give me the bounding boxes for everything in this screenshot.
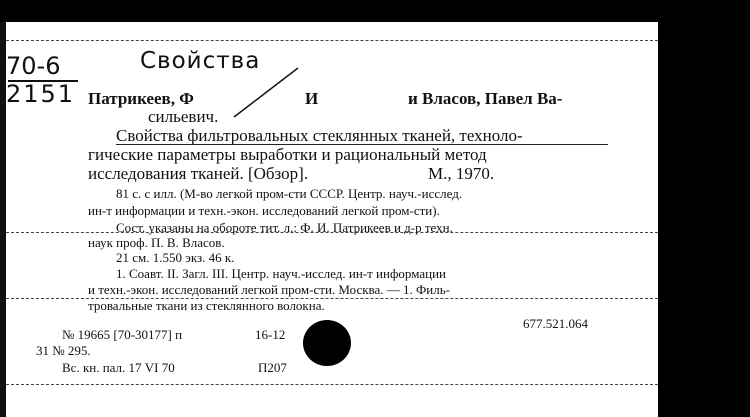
tracing-line-3: тровальные ткани из стеклянного волокна.	[88, 298, 325, 313]
author-coauthor: и Власов, Павел Ва-	[408, 89, 563, 108]
description-line-1: 81 с. с илл. (М-во легкой пром-сти СССР. Центр. науч.-исслед.	[116, 186, 463, 201]
handwritten-shelf-code-top: 70-6	[6, 52, 61, 80]
description-line-2: ин-т информации и техн.-экон. исследований легкой пром-сти).	[88, 203, 440, 218]
chamber-stamp: Вс. кн. пал. 17 VI 70	[62, 360, 175, 375]
author-second-initial: И	[305, 89, 319, 108]
responsibility-line-1: Сост. указаны на обороте тит. л.: Ф. И. Патрикеев и д-р техн.	[116, 220, 453, 235]
format-line: 21 см. 1.550 экз. 46 к.	[116, 250, 235, 265]
registration-suffix: 16-12	[255, 327, 286, 342]
tracing-line-1: 1. Соавт. II. Загл. III. Центр. науч.-исслед. ин-т информации	[116, 266, 446, 281]
title-line-2: гические параметры выработки и рациональный метод	[88, 145, 487, 164]
title-line-1: Свойства фильтровальных стеклянных тканей, техноло-	[116, 126, 523, 145]
title-line-3: исследования тканей. [Обзор].	[88, 164, 309, 183]
registration-number: № 19665 [70-30177] п	[62, 327, 183, 342]
author-continuation: сильевич.	[148, 107, 219, 126]
ink-blot	[303, 320, 351, 366]
chamber-code: П207	[258, 360, 287, 375]
scan-border-right	[658, 0, 750, 417]
order-number: 31 № 295.	[36, 343, 91, 358]
responsibility-line-2: наук проф. П. В. Власов.	[88, 235, 225, 250]
handwritten-shelf-code-bottom: 2151	[6, 80, 76, 108]
handwritten-subject: Свойства	[140, 48, 261, 74]
classification-number: 677.521.064	[523, 316, 588, 331]
author-surname: Патрикеев, Ф	[88, 89, 194, 108]
tracing-line-2: и техн.-экон. исследований легкой пром-сти. Москва. — 1. Филь-	[88, 282, 451, 297]
place-year: М., 1970.	[428, 164, 495, 183]
